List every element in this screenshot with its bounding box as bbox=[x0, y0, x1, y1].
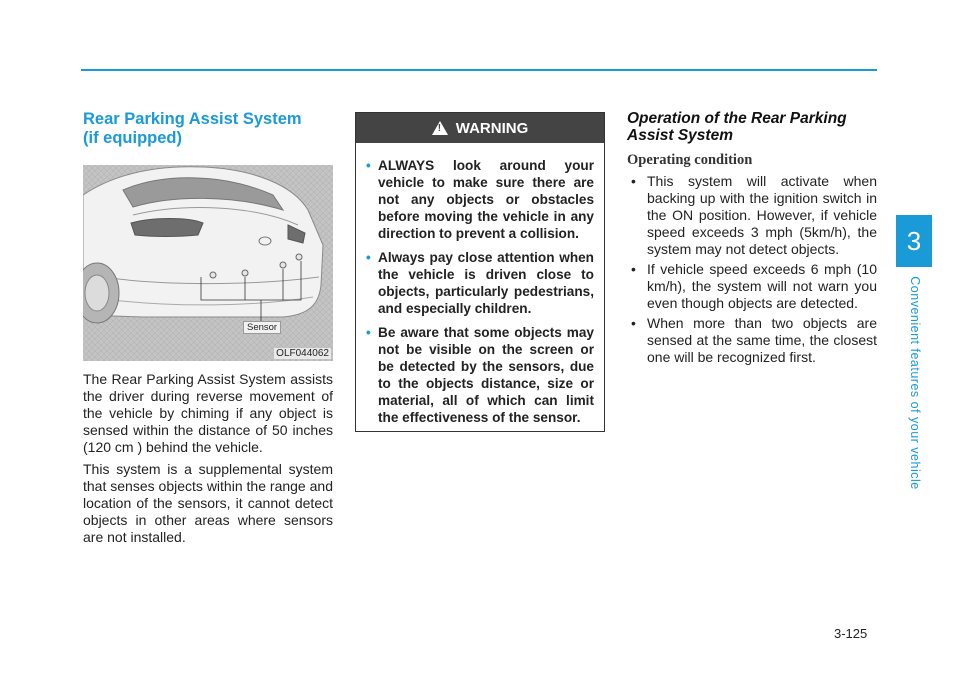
warning-triangle-icon bbox=[432, 121, 448, 135]
operating-condition-title: Operating condition bbox=[627, 152, 753, 168]
header-rule bbox=[81, 69, 877, 71]
warning-box bbox=[355, 112, 605, 432]
intro-paragraph: The Rear Parking Assist System assists the driver during reverse movement of the vehicle by chiming if any object is sensed within the distance of 50 inches (120 cm ) behind the vehicle. bbox=[83, 371, 333, 455]
section-title: Rear Parking Assist System (if equipped) bbox=[83, 110, 302, 147]
right-column bbox=[627, 110, 877, 369]
warning-title: WARNING bbox=[455, 119, 529, 137]
list-item: • This system will activate when backing up with the ignition switch in the ON position. However, if vehicle speed exceeds 3 mph (5km/h), the system may not detect objects. bbox=[627, 173, 877, 258]
warning-header bbox=[356, 113, 604, 143]
car-rear-image bbox=[83, 165, 333, 361]
chapter-side-title: Convenient features of your vehicle bbox=[908, 275, 922, 490]
operating-condition-list bbox=[627, 173, 877, 366]
sensor-label: Sensor bbox=[243, 321, 281, 334]
operation-title: Operation of the Rear Parking Assist System bbox=[627, 110, 847, 144]
chapter-tab: 3 bbox=[896, 215, 932, 267]
page-number: 3-125 bbox=[834, 626, 868, 641]
warning-item: • ALWAYS look around your vehicle to make sure there are not any objects or obstacles before moving the vehicle in any direction to prevent a collision. bbox=[366, 157, 594, 242]
left-column bbox=[83, 110, 333, 546]
list-item: • When more than two objects are sensed at the same time, the closest one will be recognized first. bbox=[627, 315, 877, 366]
car-rear-illustration bbox=[83, 165, 333, 361]
warning-item: • Be aware that some objects may not be visible on the screen or be detected by the sensors, due to the objects distance, size or material, all of which can limit the effectiveness of the sensor. bbox=[366, 324, 594, 426]
supplemental-paragraph: This system is a supplemental system that senses objects within the range and location of the sensors, it cannot detect objects in other areas where sensors are not installed. bbox=[83, 461, 333, 545]
warning-list bbox=[356, 157, 604, 426]
list-item: • If vehicle speed exceeds 6 mph (10 km/h), the system will not warn you even though objects are detected. bbox=[627, 261, 877, 312]
warning-item: • Always pay close attention when the vehicle is driven close to objects, particularly pedestrians, and especially children. bbox=[366, 249, 594, 317]
figure-code: OLF044062 bbox=[276, 348, 329, 359]
